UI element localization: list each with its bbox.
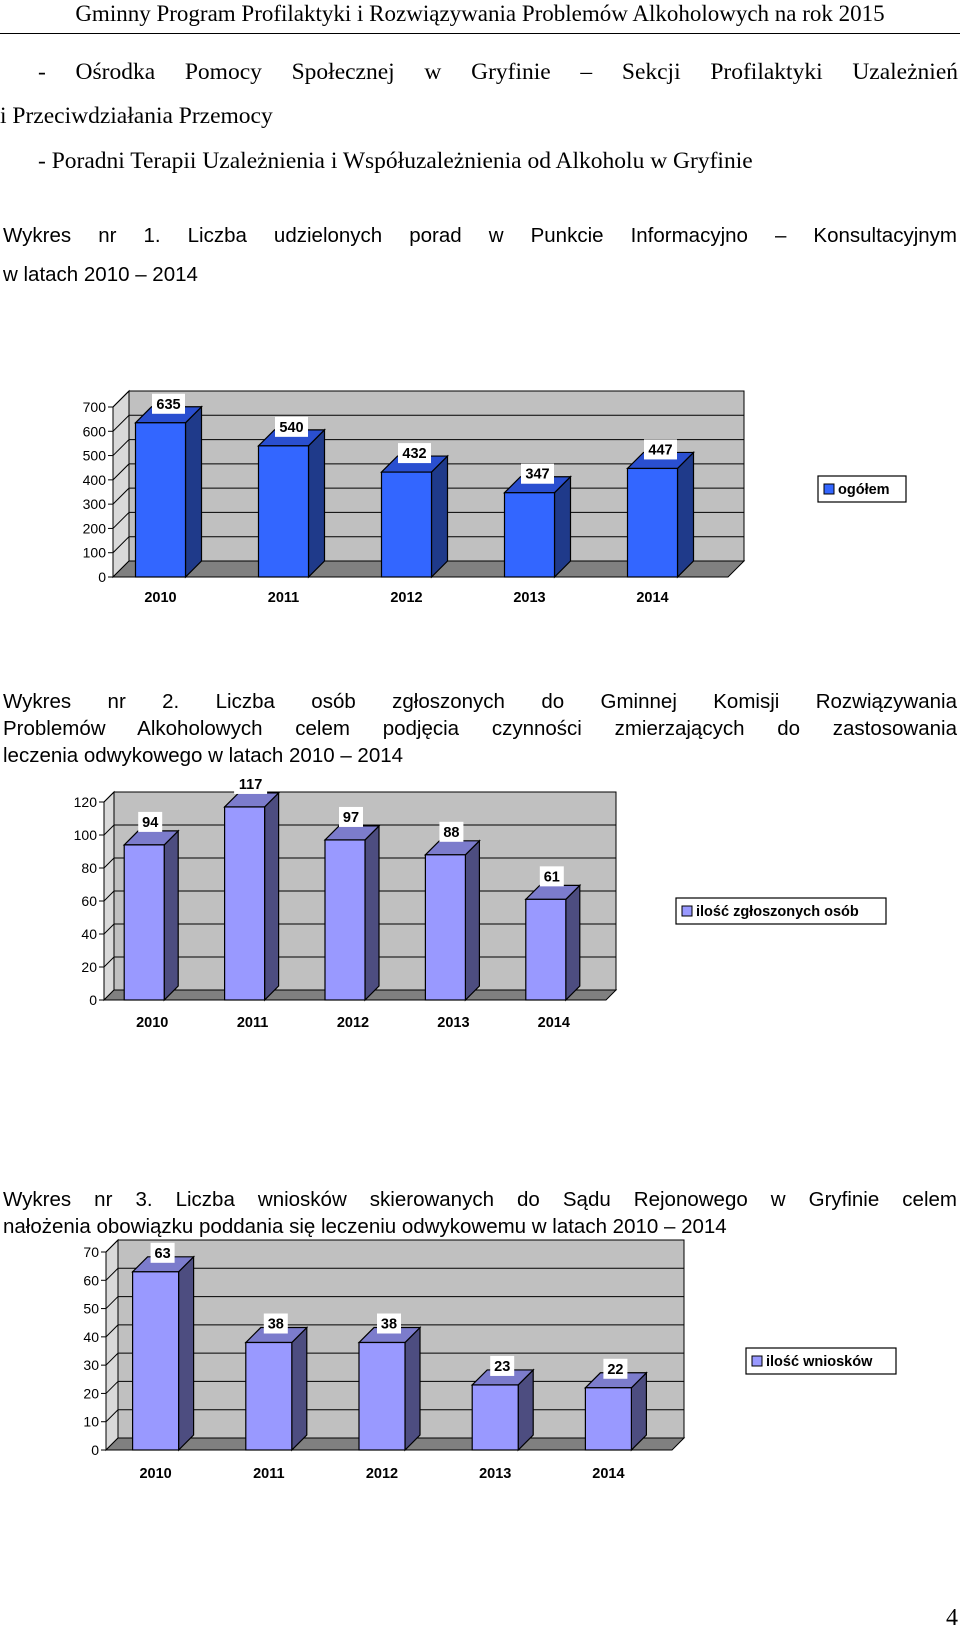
y-tick-label: 0 bbox=[98, 569, 106, 585]
y-tick-label: 700 bbox=[82, 399, 106, 415]
bar bbox=[526, 899, 566, 1000]
x-tick-label: 2011 bbox=[253, 1466, 285, 1482]
bar bbox=[382, 472, 432, 577]
caption-line: Wykres nr 2. Liczba osób zgłoszonych do Gminnej Komisji Rozwiązywania bbox=[3, 690, 957, 713]
bar-side bbox=[405, 1328, 420, 1450]
bar bbox=[246, 1343, 292, 1450]
bar-side bbox=[555, 477, 571, 577]
y-tick-label: 600 bbox=[82, 423, 106, 440]
bar bbox=[585, 1388, 631, 1450]
y-tick-label: 100 bbox=[73, 827, 97, 843]
data-label: 94 bbox=[142, 814, 159, 831]
data-label: 88 bbox=[443, 824, 460, 841]
caption-line: w latach 2010 – 2014 bbox=[3, 263, 198, 286]
y-tick-label: 200 bbox=[82, 520, 106, 537]
data-label: 432 bbox=[402, 446, 427, 463]
bar bbox=[133, 1272, 179, 1450]
bar bbox=[325, 840, 365, 1000]
y-tick-label: 80 bbox=[81, 860, 97, 876]
bar-side bbox=[164, 831, 178, 1000]
bar-side bbox=[265, 793, 279, 1000]
y-tick-label: 120 bbox=[73, 794, 97, 810]
legend-label: ilość zgłoszonych osób bbox=[696, 904, 859, 920]
chart-2-caption bbox=[3, 688, 957, 769]
x-tick-label: 2011 bbox=[236, 1015, 269, 1031]
list-word: Gryfinie bbox=[471, 59, 551, 85]
y-tick-label: 70 bbox=[83, 1244, 99, 1260]
legend-label: ilość wniosków bbox=[766, 1354, 873, 1370]
legend-swatch bbox=[752, 1356, 762, 1366]
data-label: 447 bbox=[648, 442, 673, 459]
x-tick-label: 2013 bbox=[437, 1015, 470, 1031]
y-tick-label: 20 bbox=[83, 1385, 99, 1402]
side-wall bbox=[106, 1240, 118, 1450]
y-tick-label: 30 bbox=[83, 1357, 99, 1374]
chart-1 bbox=[0, 370, 960, 630]
data-label: 38 bbox=[380, 1316, 398, 1333]
list-word: Profilaktyki bbox=[710, 59, 823, 85]
x-tick-label: 2014 bbox=[592, 1466, 625, 1482]
header-title: Gminny Program Profilaktyki i Rozwiązywania Problemów Alkoholowych na rok 2015 bbox=[75, 1, 885, 26]
list-word: Ośrodka bbox=[75, 59, 156, 85]
list-item-1-continued: i Przeciwdziałania Przemocy bbox=[0, 103, 273, 129]
list-word: Sekcji bbox=[621, 59, 681, 85]
y-tick-label: 0 bbox=[91, 1442, 99, 1458]
bar bbox=[225, 807, 265, 1000]
page-number: 4 bbox=[946, 1605, 958, 1631]
y-tick-label: 50 bbox=[83, 1300, 99, 1317]
x-tick-label: 2010 bbox=[139, 1466, 172, 1482]
bar bbox=[359, 1343, 405, 1450]
data-label: 61 bbox=[543, 869, 560, 886]
data-label: 117 bbox=[238, 776, 263, 793]
chart-3 bbox=[0, 1244, 960, 1552]
data-label: 635 bbox=[156, 396, 181, 413]
data-label: 38 bbox=[267, 1316, 284, 1333]
data-label: 97 bbox=[342, 809, 360, 826]
bar bbox=[472, 1385, 518, 1450]
x-tick-label: 2011 bbox=[267, 590, 300, 606]
caption-line: leczenia odwykowego w latach 2010 – 2014 bbox=[3, 744, 404, 767]
list-word: Społecznej bbox=[291, 59, 395, 85]
list-item-2: - Poradni Terapii Uzależnienia i Współuzależnienia od Alkoholu w Gryfinie bbox=[38, 148, 753, 174]
list-word: - bbox=[38, 59, 46, 85]
y-tick-label: 60 bbox=[83, 1272, 99, 1289]
data-label: 22 bbox=[607, 1361, 624, 1378]
bar-side bbox=[465, 841, 479, 1000]
data-label: 540 bbox=[279, 419, 304, 436]
y-tick-label: 40 bbox=[81, 926, 97, 942]
list-word: Pomocy bbox=[184, 59, 262, 85]
caption-line: nałożenia obowiązku poddania się leczeniu odwykowemu w latach 2010 – 2014 bbox=[3, 1215, 727, 1238]
data-label: 63 bbox=[154, 1245, 171, 1262]
x-tick-label: 2012 bbox=[390, 590, 423, 606]
bar bbox=[505, 493, 555, 577]
bar-side bbox=[365, 826, 379, 1000]
caption-line: Wykres nr 1. Liczba udzielonych porad w Punkcie Informacyjno – Konsultacyjnym bbox=[3, 224, 957, 247]
data-label: 347 bbox=[525, 466, 550, 483]
header-rule bbox=[0, 33, 960, 34]
y-tick-label: 100 bbox=[82, 544, 106, 561]
x-tick-label: 2014 bbox=[537, 1015, 570, 1031]
bar-side bbox=[678, 452, 694, 577]
x-tick-label: 2012 bbox=[336, 1015, 370, 1031]
y-tick-label: 60 bbox=[81, 893, 97, 909]
bar-side bbox=[566, 885, 580, 1000]
bar-side bbox=[186, 407, 202, 577]
bar bbox=[628, 468, 678, 577]
list-word: Uzależnień bbox=[852, 59, 958, 85]
y-tick-label: 0 bbox=[89, 992, 97, 1008]
bar-side bbox=[179, 1257, 194, 1450]
bar-side bbox=[292, 1328, 307, 1450]
y-tick-label: 10 bbox=[83, 1413, 99, 1430]
caption-line: Problemów Alkoholowych celem podjęcia czynności zmierzających do zastosowania bbox=[3, 717, 957, 740]
x-tick-label: 2014 bbox=[636, 590, 669, 606]
bar-side bbox=[432, 456, 448, 577]
x-tick-label: 2010 bbox=[136, 1015, 169, 1031]
bar bbox=[425, 855, 465, 1000]
bar-side bbox=[309, 430, 325, 577]
x-tick-label: 2012 bbox=[365, 1466, 399, 1482]
legend-swatch bbox=[682, 906, 692, 916]
list-item-1 bbox=[38, 57, 958, 87]
legend-swatch bbox=[824, 484, 834, 494]
x-tick-label: 2013 bbox=[513, 590, 546, 606]
chart-1-caption bbox=[3, 222, 957, 288]
x-tick-label: 2013 bbox=[479, 1466, 512, 1482]
x-tick-label: 2010 bbox=[144, 590, 177, 606]
page-header bbox=[0, 0, 960, 28]
y-tick-label: 300 bbox=[82, 496, 106, 513]
y-tick-label: 400 bbox=[82, 471, 106, 488]
y-tick-label: 40 bbox=[83, 1328, 99, 1345]
bar bbox=[124, 845, 164, 1000]
list-word: – bbox=[580, 59, 593, 85]
legend-label: ogółem bbox=[838, 482, 890, 498]
bar bbox=[136, 423, 186, 577]
data-label: 23 bbox=[494, 1358, 511, 1375]
side-wall bbox=[113, 391, 129, 577]
y-tick-label: 500 bbox=[82, 447, 106, 464]
caption-line: Wykres nr 3. Liczba wniosków skierowanych do Sądu Rejonowego w Gryfinie celem bbox=[3, 1188, 957, 1211]
bar bbox=[259, 446, 309, 577]
list-word: w bbox=[424, 59, 442, 85]
chart-2 bbox=[0, 776, 960, 1090]
chart-3-caption bbox=[3, 1186, 957, 1240]
y-tick-label: 20 bbox=[81, 959, 97, 975]
